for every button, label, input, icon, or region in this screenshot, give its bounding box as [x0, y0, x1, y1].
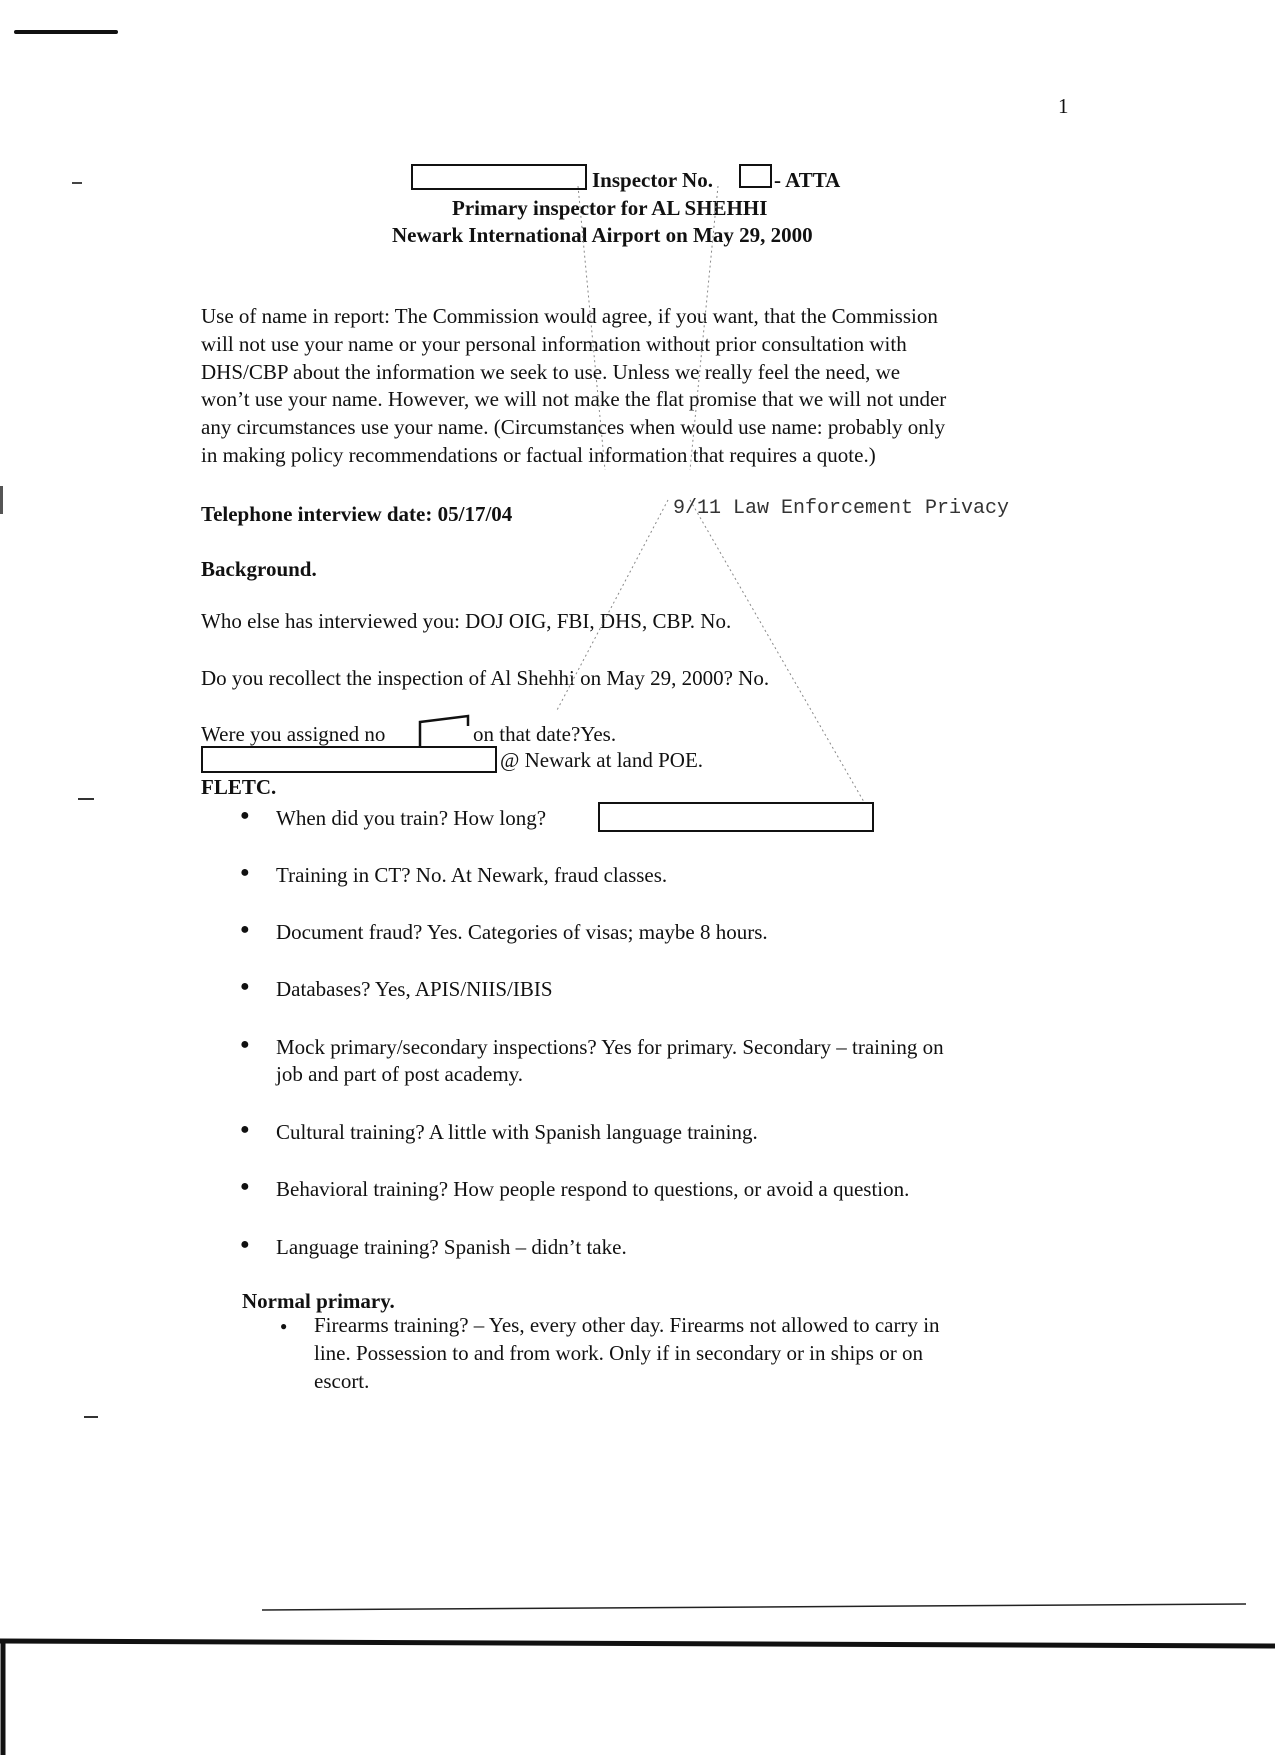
list-item: Cultural training? A little with Spanish language training.	[276, 1120, 758, 1144]
paragraph-line: Use of name in report: The Commission would agree, if you want, that the Commission	[201, 304, 938, 328]
bullet-icon: ●	[240, 978, 250, 995]
list-item: Language training? Spanish – didn’t take.	[276, 1235, 627, 1259]
list-item: Databases? Yes, APIS/NIIS/IBIS	[276, 977, 553, 1001]
header-location: Newark International Airport on May 29, 2000	[392, 223, 813, 247]
question-assigned-start: Were you assigned no	[201, 722, 386, 746]
list-item: Behavioral training? How people respond to questions, or avoid a question.	[276, 1177, 910, 1201]
section-heading-normal-primary: Normal primary.	[242, 1289, 395, 1313]
bullet-icon: ●	[240, 1036, 250, 1053]
list-item: Mock primary/secondary inspections? Yes for primary. Secondary – training on	[276, 1035, 944, 1059]
header-atta-label: - ATTA	[774, 168, 841, 192]
paragraph-line: will not use your name or your personal information without prior consultation with	[201, 332, 907, 356]
paragraph-line: any circumstances use your name. (Circumstances when would use name: probably only	[201, 415, 946, 439]
bullet-icon: ●	[240, 1178, 250, 1195]
list-item: Firearms training? – Yes, every other day. Firearms not allowed to carry in	[314, 1313, 940, 1337]
bullet-icon: ●	[240, 807, 250, 824]
question-recollect: Do you recollect the inspection of Al Shehhi on May 29, 2000? No.	[201, 666, 770, 690]
bullet-icon: ●	[240, 864, 250, 881]
list-item-continuation: line. Possession to and from work. Only if in secondary or in ships or on	[314, 1341, 923, 1365]
bullet-icon: ●	[280, 1319, 288, 1333]
list-item-continuation: job and part of post academy.	[276, 1062, 524, 1086]
paragraph-line: won’t use your name. However, we will not make the flat promise that we will not under	[201, 387, 947, 411]
list-item: Document fraud? Yes. Categories of visas; maybe 8 hours.	[276, 920, 768, 944]
header-inspector-label: Inspector No.	[592, 168, 713, 192]
question-assigned-end: on that date?Yes.	[473, 722, 617, 746]
list-item: When did you train? How long?	[276, 806, 547, 830]
paragraph-line: in making policy recommendations or factual information that requires a quote.)	[201, 443, 876, 467]
section-heading-fletc: FLETC.	[201, 775, 277, 799]
question-newark: @ Newark at land POE.	[500, 748, 704, 772]
question-interviewed: Who else has interviewed you: DOJ OIG, FBI, DHS, CBP. No.	[201, 609, 732, 633]
bullet-icon: ●	[240, 1121, 250, 1138]
bullet-icon: ●	[240, 1236, 250, 1253]
bullet-icon: ●	[240, 921, 250, 938]
interview-date: Telephone interview date: 05/17/04	[201, 502, 513, 526]
privacy-stamp: 9/11 Law Enforcement Privacy	[673, 497, 1010, 520]
list-item: Training in CT? No. At Newark, fraud classes.	[276, 863, 668, 887]
paragraph-line: DHS/CBP about the information we seek to use. Unless we really feel the need, we	[201, 360, 901, 384]
section-heading-background: Background.	[201, 557, 317, 581]
page-number: 1	[1058, 94, 1069, 118]
header-subtitle: Primary inspector for AL SHEHHI	[452, 196, 768, 220]
list-item-continuation: escort.	[314, 1369, 370, 1393]
